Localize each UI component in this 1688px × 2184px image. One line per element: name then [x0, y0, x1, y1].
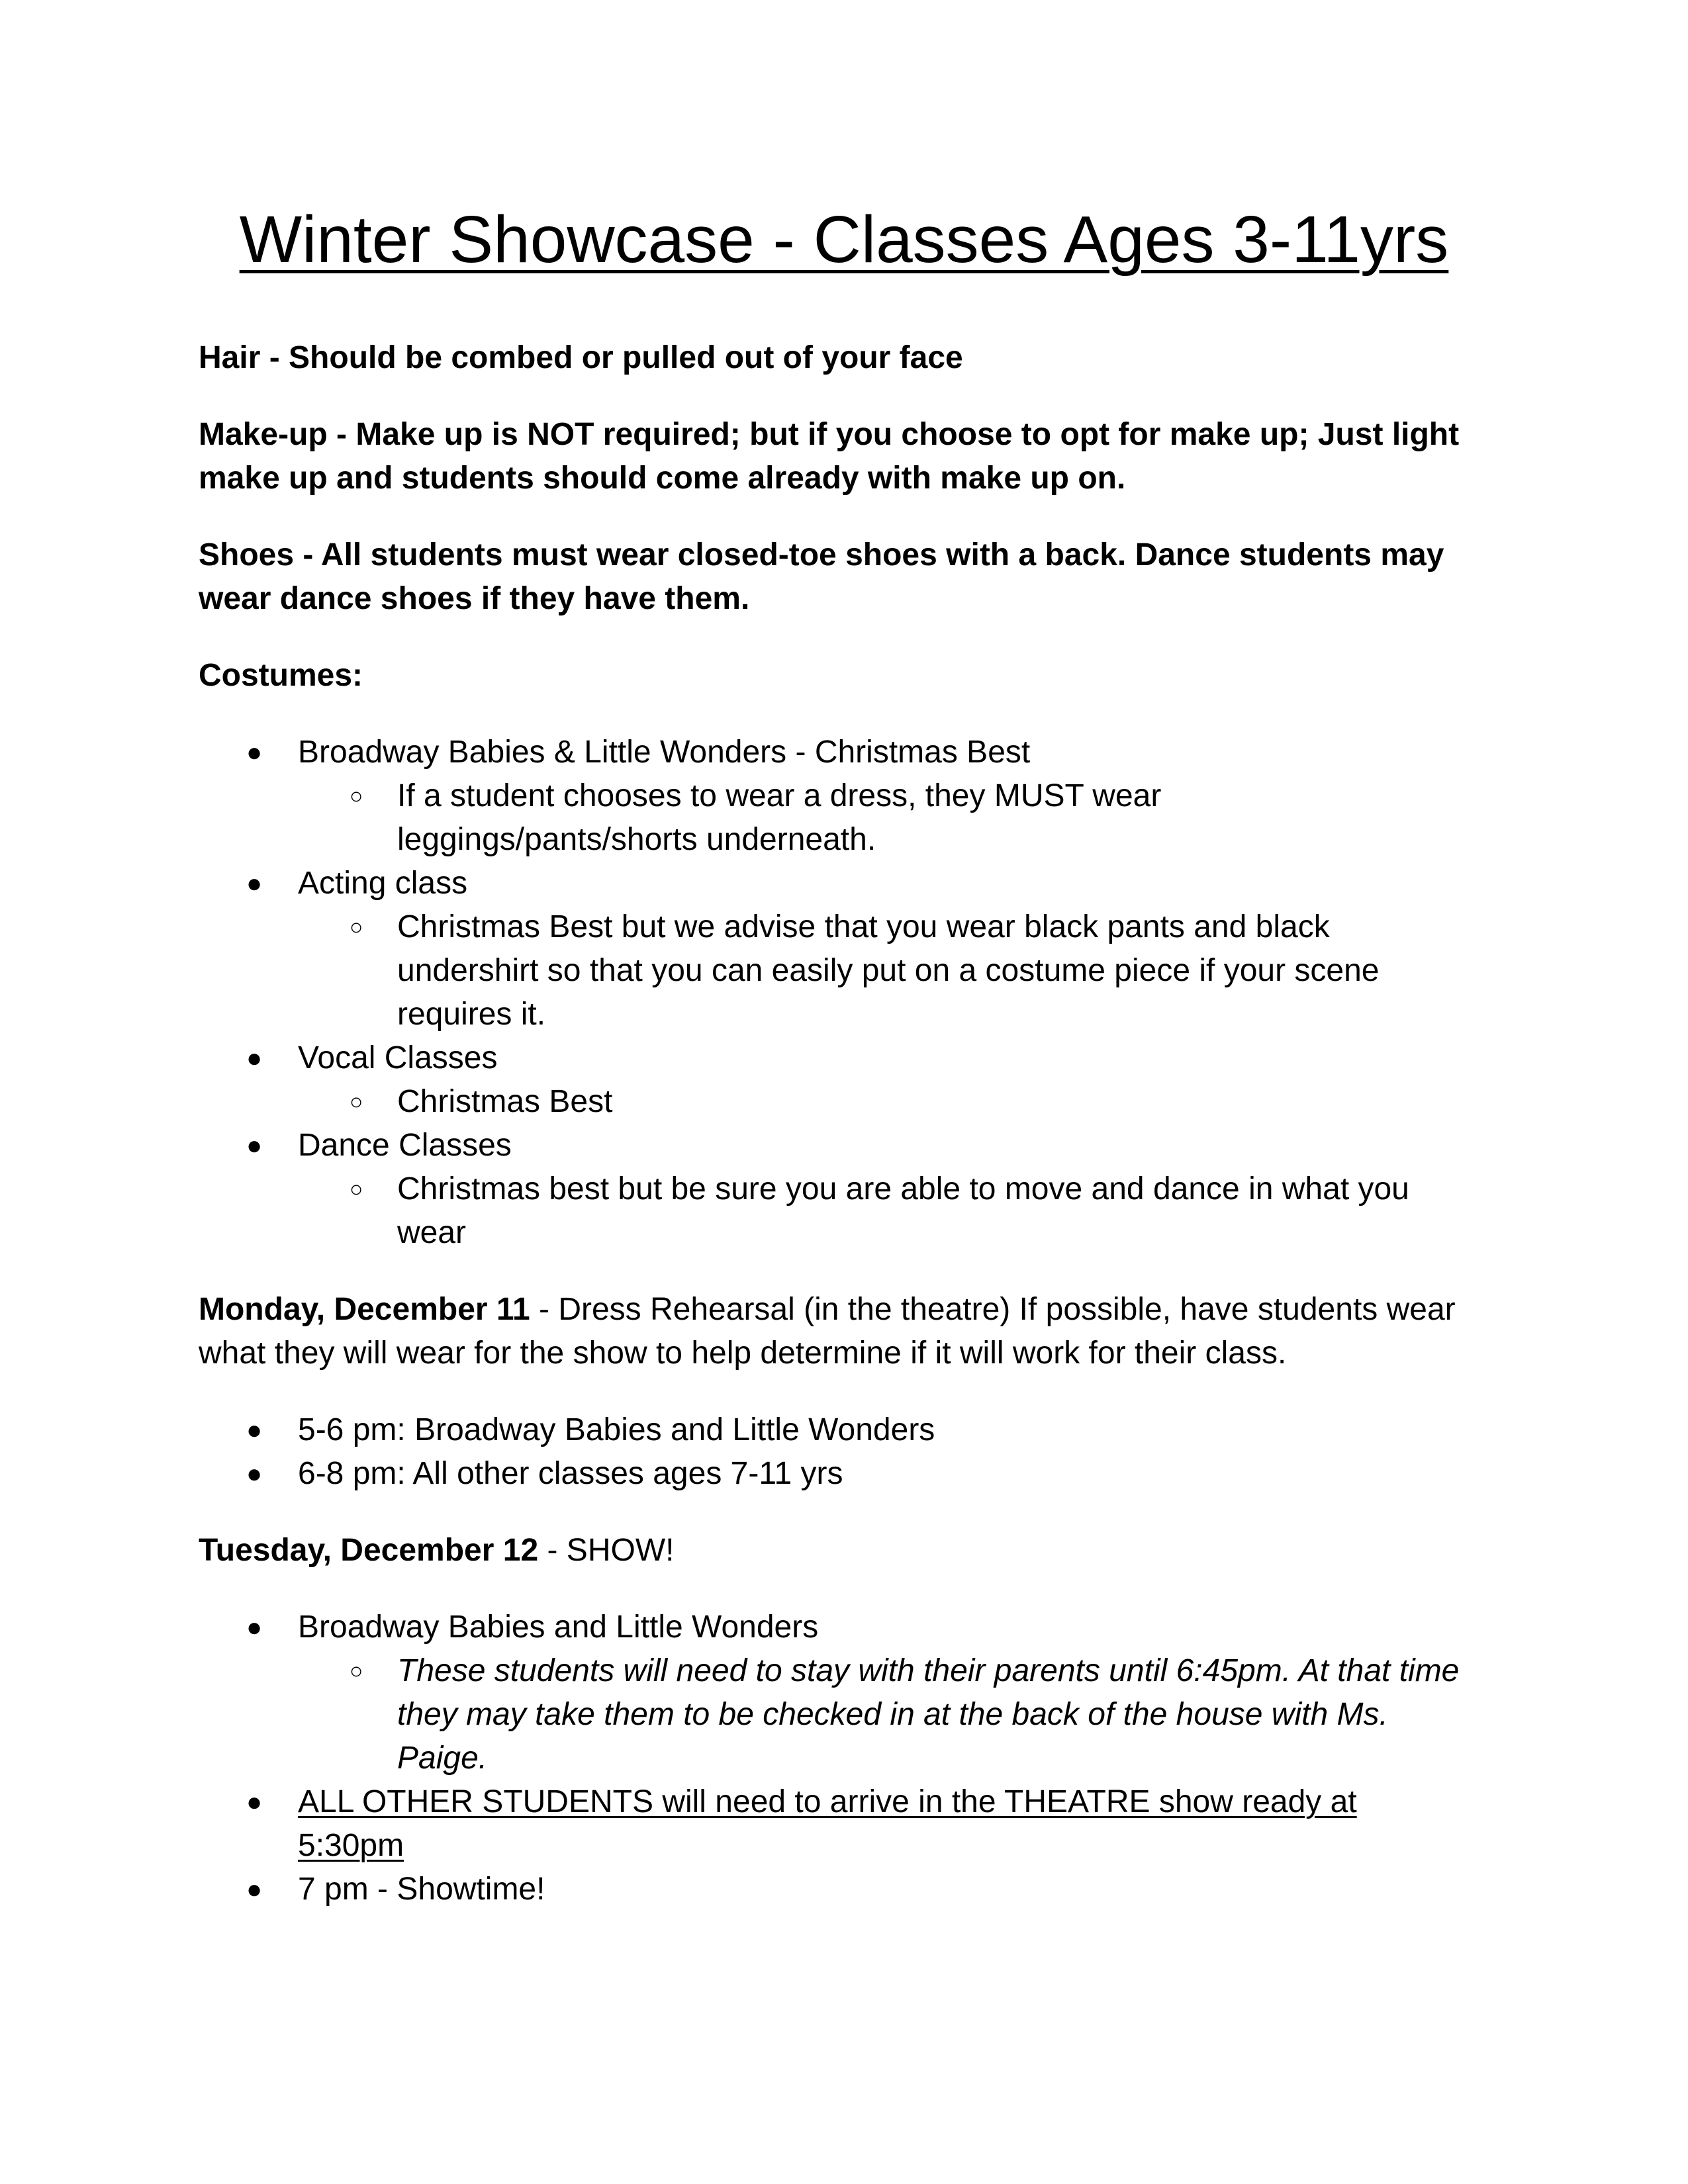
- makeup-instruction: Make-up - Make up is NOT required; but if you choose to opt for make up; Just light make up and students should come already with make up on.: [199, 417, 1460, 496]
- sub-list-item: ○ Christmas Best but we advise that you wear black pants and black undershirt so that you can easily put on a costume piece if your scene requires it.: [298, 905, 1463, 1036]
- shoes-instruction: Shoes - All students must wear closed-toe shoes with a back. Dance students may wear dance shoes if they have them.: [199, 537, 1444, 616]
- list-item: [199, 1868, 1463, 1911]
- tuesday-text: - SHOW!: [538, 1533, 675, 1568]
- list-item: [199, 862, 1463, 1036]
- sub-list-item: ○ Christmas best but be sure you are able to move and dance in what you wear: [298, 1167, 1463, 1255]
- document-body: [199, 336, 1463, 1944]
- list-item-label: ALL OTHER STUDENTS will need to arrive in the THEATRE show ready at 5:30pm: [298, 1784, 1357, 1863]
- list-item: [199, 1780, 1463, 1868]
- list-item: [199, 731, 1463, 862]
- page-title: Winter Showcase - Classes Ages 3-11yrs: [239, 203, 1449, 277]
- sub-list-item: ○ Christmas Best: [298, 1080, 1463, 1124]
- sub-list: [298, 1080, 1463, 1124]
- sub-list-item: ○ If a student chooses to wear a dress, they MUST wear leggings/pants/shorts underneath.: [298, 774, 1463, 862]
- sub-list: [298, 1649, 1463, 1780]
- list-item-label: Acting class: [298, 866, 468, 901]
- hair-instruction: Hair - Should be combed or pulled out of your face: [199, 340, 963, 375]
- monday-text: - Dress Rehearsal (in the theatre) If possible, have students wear what they will wear for the show to help determine if it will work for their class.: [199, 1292, 1456, 1371]
- list-item-label: Broadway Babies and Little Wonders: [298, 1610, 819, 1645]
- sub-list-item: ○ These students will need to stay with their parents until 6:45pm. At that time they may take them to be checked in at the back of the house with Ms. Paige.: [298, 1649, 1463, 1780]
- sub-list: [298, 905, 1463, 1036]
- monday-date: Monday, December 11: [199, 1292, 530, 1327]
- sub-list: [298, 774, 1463, 862]
- list-item: [199, 1036, 1463, 1124]
- list-item: [199, 1606, 1463, 1780]
- list-item-label: Vocal Classes: [298, 1040, 498, 1075]
- list-item-label: Broadway Babies & Little Wonders - Christmas Best: [298, 735, 1031, 770]
- list-item: ● 5-6 pm: Broadway Babies and Little Wonders: [199, 1408, 1463, 1452]
- list-item-label: Dance Classes: [298, 1128, 512, 1163]
- tuesday-paragraph: [199, 1529, 1463, 1572]
- list-item-label: 7 pm - Showtime!: [298, 1872, 545, 1907]
- tuesday-date: Tuesday, December 12: [199, 1533, 539, 1568]
- sub-list: [298, 1167, 1463, 1255]
- costumes-list: [199, 731, 1463, 1255]
- list-item: [199, 1124, 1463, 1255]
- tuesday-schedule-list: [199, 1606, 1463, 1911]
- monday-paragraph: [199, 1288, 1463, 1375]
- costumes-heading: Costumes:: [199, 658, 363, 693]
- list-item: ● 6-8 pm: All other classes ages 7-11 yrs: [199, 1452, 1463, 1496]
- monday-schedule-list: [199, 1408, 1463, 1496]
